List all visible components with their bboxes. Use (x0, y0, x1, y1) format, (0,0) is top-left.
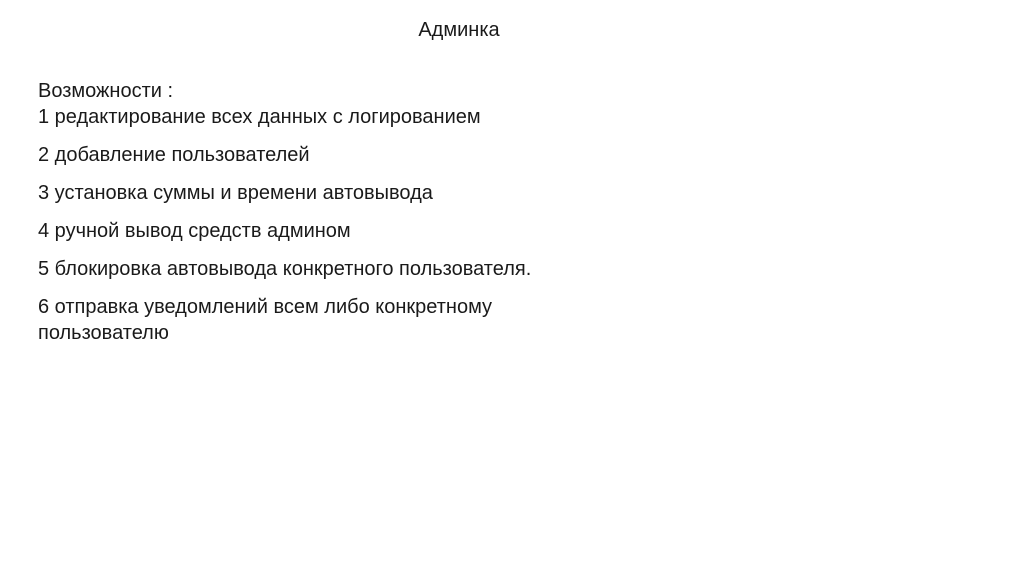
feature-item-4: 4 ручной вывод средств админом (38, 220, 351, 242)
feature-item-1: 1 редактирование всех данных с логированием (38, 106, 481, 128)
features-list (38, 104, 738, 346)
slide-title: Админка (418, 19, 500, 41)
feature-item-2: 2 добавление пользователей (38, 144, 310, 166)
slide-content (38, 78, 738, 358)
features-heading: Возможности : (38, 80, 174, 102)
feature-item-6: 6 отправка уведомлений всем либо конкретному пользователю (38, 296, 493, 344)
feature-item-5: 5 блокировка автовывода конкретного пользователя. (38, 258, 532, 280)
feature-item-3: 3 установка суммы и времени автовывода (38, 182, 433, 204)
